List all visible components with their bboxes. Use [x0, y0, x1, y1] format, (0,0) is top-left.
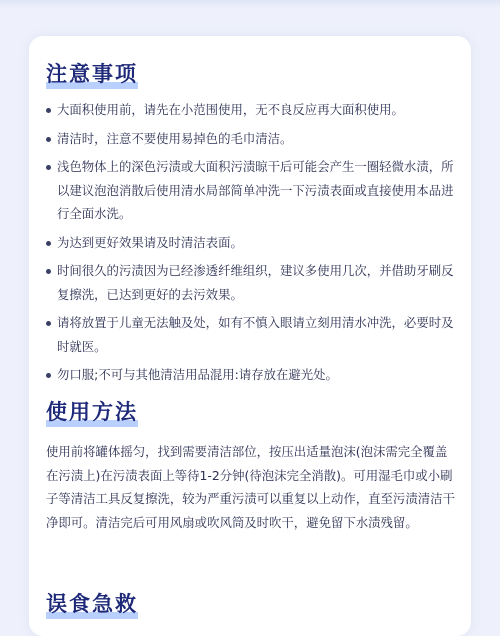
- usage-section-title: 使用方法: [46, 398, 138, 430]
- usage-paragraph: 使用前将罐体摇匀，找到需要清洁部位，按压出适量泡沫(泡沫需完全覆盖在污渍上)在污渍表面上等待1-2分钟(待泡沫完全消散)。可用湿毛巾或小刷子等清洁工具反复擦洗，较为严重污渍可以重复以上动作，直至污渍清洁干净即可。清洁完后可用风扇或吹风筒及时吹干，避免留下水渍残留。: [46, 444, 455, 530]
- notes-section-title: 注意事项: [46, 60, 138, 92]
- top-divider: [0, 0, 500, 8]
- list-item: [46, 127, 458, 151]
- list-item: [46, 231, 458, 255]
- note-text: 浅色物体上的深色污渍或大面积污渍晾干后可能会产生一圈轻微水渍，所以建议泡泡消散后使用清水局部简单冲洗一下污渍表面或直接使用本品进行全面水洗。: [57, 159, 454, 221]
- note-text: 勿口服;不可与其他清洁用品混用:请存放在避光处。: [57, 367, 338, 382]
- note-text: 大面积使用前，请先在小范围使用，无不良反应再大面积使用。: [57, 102, 404, 117]
- emergency-section-title: 误食急救: [46, 590, 138, 622]
- notes-list: [46, 98, 458, 392]
- list-item: [46, 259, 458, 306]
- note-text: 时间很久的污渍因为已经渗透纤维组织，建议多使用几次，并借助牙刷反复擦洗，已达到更好的去污效果。: [57, 263, 454, 302]
- bullet-icon: [46, 373, 51, 378]
- list-item: [46, 311, 458, 358]
- bullet-icon: [46, 165, 51, 170]
- list-item: [46, 363, 458, 387]
- bullet-icon: [46, 108, 51, 113]
- bullet-icon: [46, 241, 51, 246]
- bullet-icon: [46, 137, 51, 142]
- bullet-icon: [46, 321, 51, 326]
- bullet-icon: [46, 269, 51, 274]
- note-text: 请将放置于儿童无法触及处，如有不慎入眼请立刻用清水冲洗，必要时及时就医。: [57, 315, 454, 354]
- list-item: [46, 155, 458, 226]
- note-text: 为达到更好效果请及时清洁表面。: [57, 234, 243, 250]
- note-text: 清洁时，注意不要使用易掉色的毛巾清洁。: [57, 130, 293, 146]
- list-item: [46, 98, 458, 122]
